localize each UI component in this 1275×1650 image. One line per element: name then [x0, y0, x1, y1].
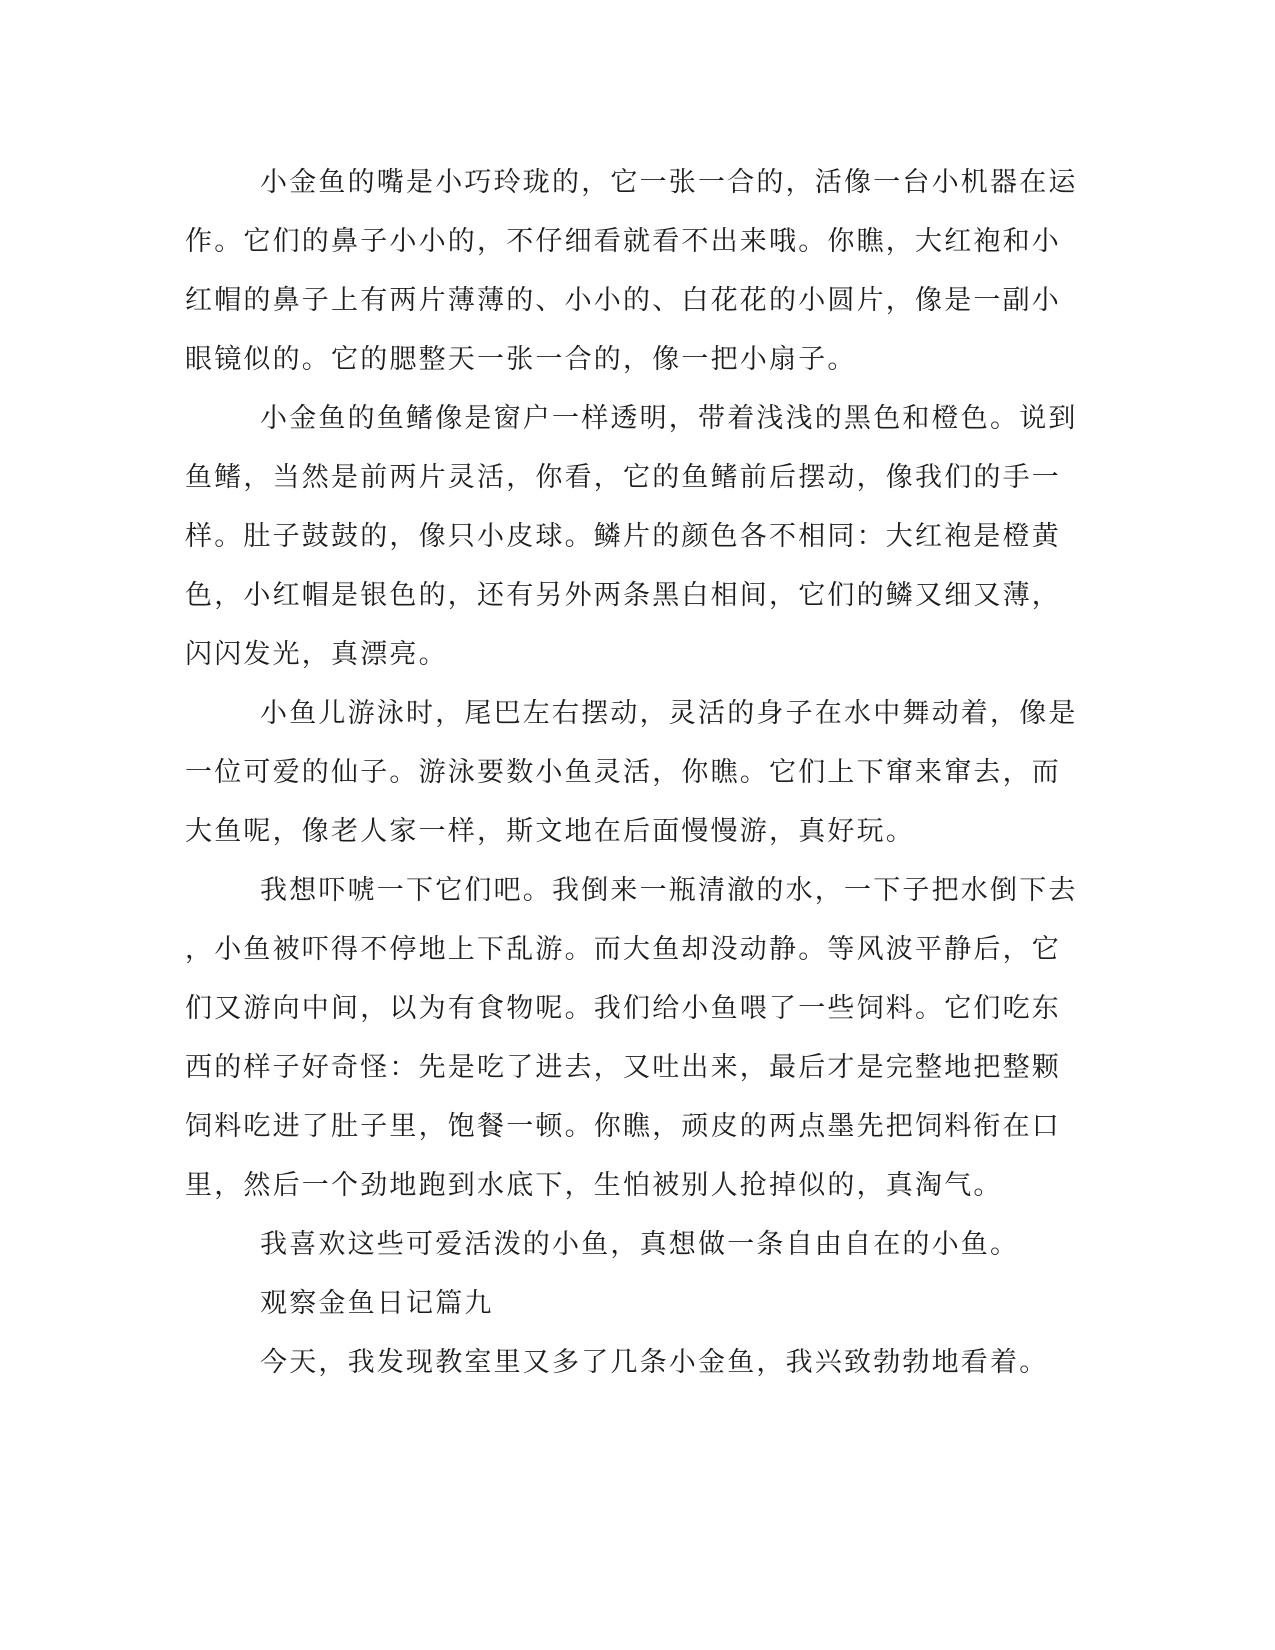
paragraph-2-line-5: 闪闪发光，真漂亮。 [185, 639, 448, 670]
paragraph-4-line-2: ，小鱼被吓得不停地上下乱游。而大鱼却没动静。等风波平静后，它 [185, 934, 1061, 965]
paragraph-4-line-3: 们又游向中间，以为有食物呢。我们给小鱼喂了一些饲料。它们吃东 [185, 993, 1061, 1024]
paragraph-4-line-1: 我想吓唬一下它们吧。我倒来一瓶清澈的水，一下子把水倒下去 [260, 875, 1078, 906]
paragraph-3-line-1: 小鱼儿游泳时，尾巴左右摆动，灵活的身子在水中舞动着，像是 [260, 698, 1078, 729]
paragraph-4-line-4: 西的样子好奇怪：先是吃了进去，又吐出来，最后才是完整地把整颗 [185, 1052, 1061, 1083]
paragraph-1-line-3: 红帽的鼻子上有两片薄薄的、小小的、白花花的小圆片，像是一副小 [185, 285, 1061, 316]
paragraph-1-line-2: 作。它们的鼻子小小的，不仔细看就看不出来哦。你瞧，大红袍和小 [185, 226, 1061, 257]
paragraph-2-line-4: 色，小红帽是银色的，还有另外两条黑白相间，它们的鳞又细又薄， [185, 580, 1061, 611]
paragraph-2-line-2: 鱼鳍，当然是前两片灵活，你看，它的鱼鳍前后摆动，像我们的手一 [185, 462, 1061, 493]
paragraph-1-line-4: 眼镜似的。它的腮整天一张一合的，像一把小扇子。 [185, 344, 857, 375]
paragraph-2-line-3: 样。肚子鼓鼓的，像只小皮球。鳞片的颜色各不相同：大红袍是橙黄 [185, 521, 1061, 552]
paragraph-4-line-5: 饲料吃进了肚子里，饱餐一顿。你瞧，顽皮的两点墨先把饲料衔在口 [185, 1111, 1061, 1142]
section-heading: 观察金鱼日记篇九 [260, 1288, 494, 1319]
paragraph-4-line-6: 里，然后一个劲地跑到水底下，生怕被别人抢掉似的，真淘气。 [185, 1170, 1003, 1201]
paragraph-3-line-2: 一位可爱的仙子。游泳要数小鱼灵活，你瞧。它们上下窜来窜去，而 [185, 757, 1061, 788]
paragraph-5-line-1: 我喜欢这些可爱活泼的小鱼，真想做一条自由自在的小鱼。 [260, 1229, 1020, 1260]
paragraph-1-line-1: 小金鱼的嘴是小巧玲珑的，它一张一合的，活像一台小机器在运 [260, 167, 1078, 198]
paragraph-3-line-3: 大鱼呢，像老人家一样，斯文地在后面慢慢游，真好玩。 [185, 816, 915, 847]
paragraph-2-line-1: 小金鱼的鱼鳍像是窗户一样透明，带着浅浅的黑色和橙色。说到 [260, 403, 1078, 434]
paragraph-6-line-1: 今天，我发现教室里又多了几条小金鱼，我兴致勃勃地看着。 [260, 1347, 1049, 1378]
